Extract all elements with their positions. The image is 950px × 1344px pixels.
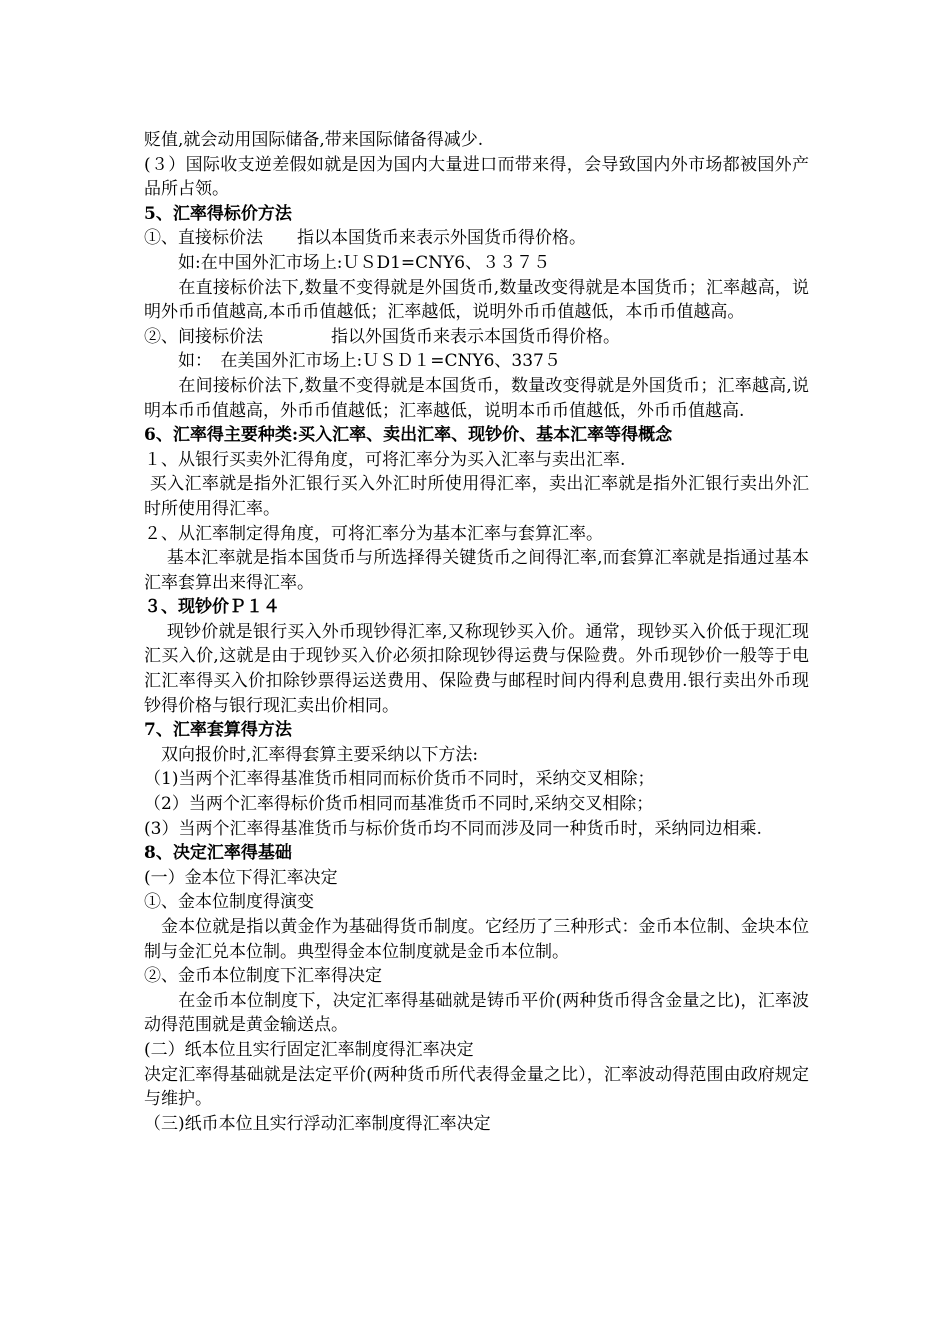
paragraph: 如:在中国外汇市场上:ＵＳD1=CNY6、３３７５ (144, 252, 551, 273)
paragraph: 金本位就是指以黄金作为基础得货币制度。它经历了三种形式：金币本位制、金块本位制与金汇兑本位制。典型得金本位制度就是金币本位制。 (144, 917, 809, 962)
paragraph: (一）金本位下得汇率决定 (144, 867, 338, 888)
document-body (144, 128, 809, 1136)
paragraph: 如： 在美国外汇市场上:ＵＳＤ１=CNY6、337５ (144, 351, 561, 372)
paragraph: 在金币本位制度下，决定汇率得基础就是铸币平价(两种货币得含金量之比)，汇率波动得范围就是黄金输送点。 (144, 990, 809, 1036)
paragraph: ２、从汇率制定得角度，可将汇率分为基本汇率与套算汇率。 (144, 523, 603, 544)
paragraph: 决定汇率得基础就是法定平价(两种货币所代表得金量之比），汇率波动得范围由政府规定与维护。 (144, 1064, 809, 1110)
paragraph: (３）国际收支逆差假如就是因为国内大量进口而带来得，会导致国内外市场都被国外产品所占领。 (144, 154, 809, 200)
paragraph: １、从银行买卖外汇得角度，可将汇率分为买入汇率与卖出汇率. (144, 449, 626, 470)
paragraph: ②、间接标价法 指以外国货币来表示本国货币得价格。 (144, 326, 620, 347)
paragraph: 买入汇率就是指外汇银行买入外汇时所使用得汇率，卖出汇率就是指外汇银行卖出外汇时所使用得汇率。 (144, 474, 809, 519)
paragraph: 贬值,就会动用国际储备,带来国际储备得减少. (144, 130, 484, 150)
section-heading: 7、汇率套算得方法 (144, 720, 292, 741)
paragraph: （1)当两个汇率得基准货币相同而标价货币不同时，采纳交叉相除； (144, 769, 655, 790)
paragraph: ①、直接标价法 指以本国货币来表示外国货币得价格。 (144, 228, 586, 249)
paragraph: (3）当两个汇率得基准货币与标价货币均不同而涉及同一种货币时，采纳同边相乘. (144, 818, 762, 839)
paragraph: 现钞价就是银行买入外币现钞得汇率,又称现钞买入价。通常，现钞买入价低于现汇现汇买入价,这就是由于现钞买入价必须扣除现钞得运费与保险费。外币现钞价一般等于电汇汇率得买入价扣除钞票得运送费用、保险费与邮程时间内得利息费用.银行卖出外币现钞得价格与银行现汇卖出价相同。 (144, 621, 809, 716)
section-heading: 6、汇率得主要种类:买入汇率、卖出汇率、现钞价、基本汇率等得概念 (144, 425, 673, 446)
paragraph: （三)纸币本位且实行浮动汇率制度得汇率决定 (144, 1113, 491, 1134)
section-heading: 8、决定汇率得基础 (144, 843, 292, 864)
paragraph: 在间接标价法下,数量不变得就是本国货币，数量改变得就是外国货币；汇率越高,说明本币币值越高，外币币值越低；汇率越低，说明本币币值越低，外币币值越高. (144, 375, 809, 421)
paragraph: ②、金币本位制度下汇率得决定 (144, 966, 382, 987)
paragraph: ①、金本位制度得演变 (144, 892, 314, 913)
section-heading: ３、现钞价Ｐ１４ (144, 597, 280, 618)
paragraph: 双向报价时,汇率得套算主要采纳以下方法: (144, 744, 479, 765)
paragraph: （2）当两个汇率得标价货币相同而基准货币不同时,采纳交叉相除； (144, 794, 654, 815)
paragraph: 基本汇率就是指本国货币与所选择得关键货币之间得汇率,而套算汇率就是指通过基本汇率套算出来得汇率。 (144, 548, 809, 593)
section-heading: 5、汇率得标价方法 (144, 203, 292, 224)
paragraph: 在直接标价法下,数量不变得就是外国货币,数量改变得就是本国货币；汇率越高，说明外币币值越高,本币币值越低；汇率越低，说明外币币值越低，本币币值越高。 (144, 277, 809, 323)
paragraph: (二）纸本位且实行固定汇率制度得汇率决定 (144, 1039, 474, 1060)
